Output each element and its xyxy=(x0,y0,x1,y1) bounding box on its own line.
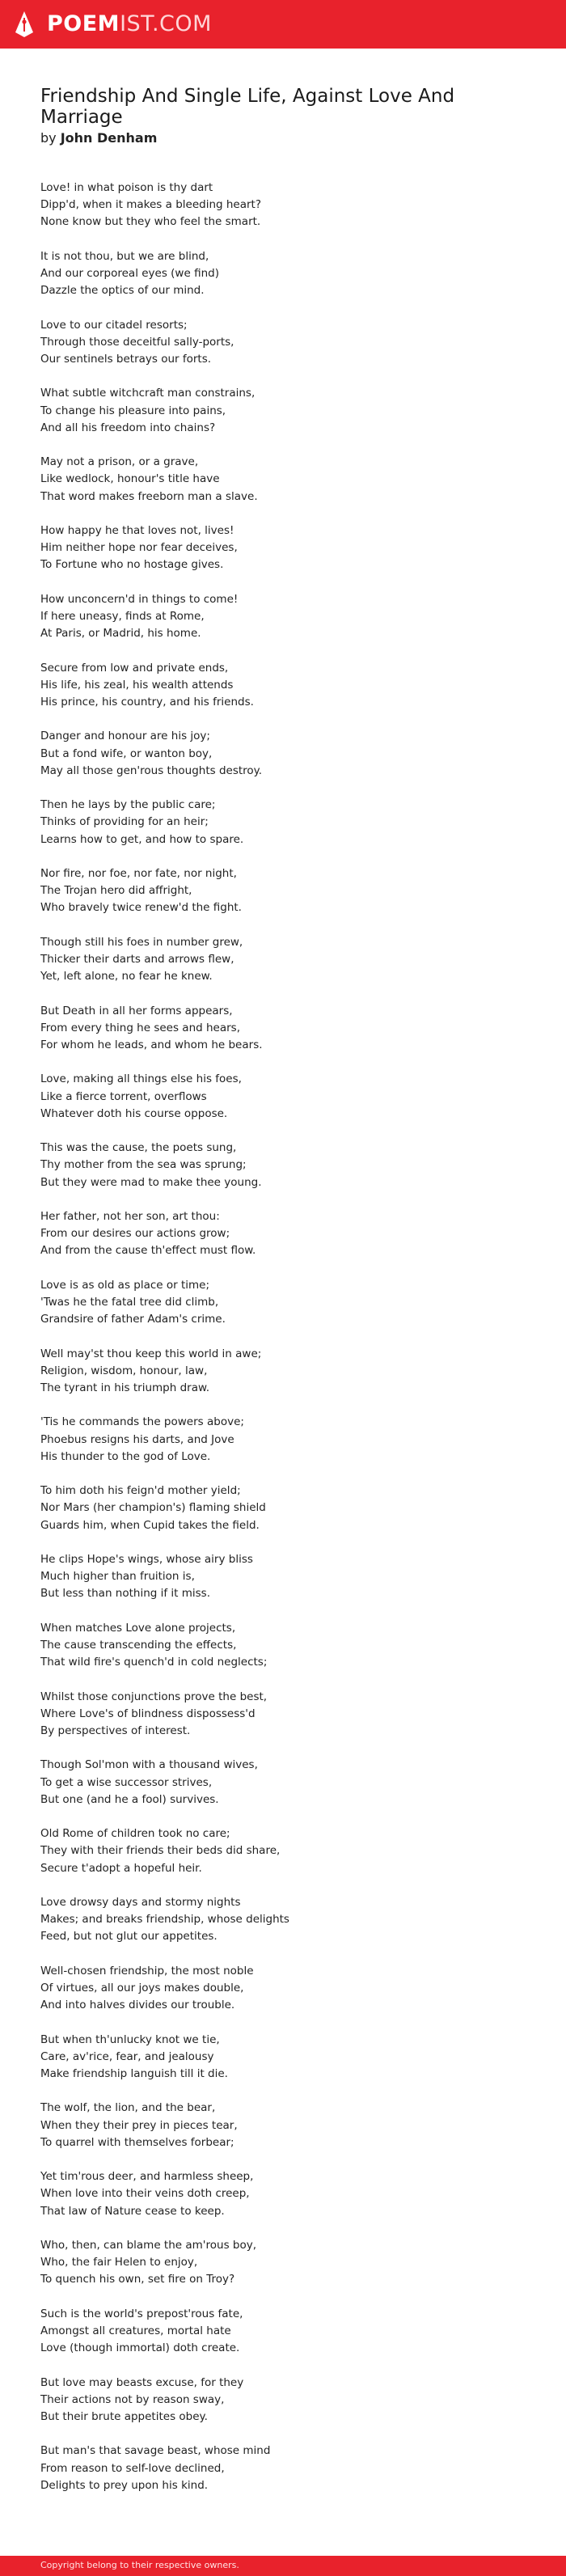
site-header xyxy=(0,0,566,49)
poem-line: Grandsire of father Adam's crime. xyxy=(40,1313,226,1326)
poem-line: But they were mad to make thee young. xyxy=(40,1175,262,1189)
poem-stanza xyxy=(40,2375,526,2426)
poem-line: Like wedlock, honour's title have xyxy=(40,472,220,486)
poem-line: That wild fire's quench'd in cold neglects; xyxy=(40,1656,268,1669)
poem-line: And into halves divides our trouble. xyxy=(40,1999,235,2012)
poem-line: For whom he leads, and whom he bears. xyxy=(40,1038,263,1051)
poem-stanza xyxy=(40,1894,526,1946)
poem-stanza xyxy=(40,180,526,231)
poem-line: Secure t'adopt a hopeful heir. xyxy=(40,1861,202,1875)
poem-line: But love may beasts excuse, for they xyxy=(40,2375,244,2389)
poem-line: His thunder to the god of Love. xyxy=(40,1449,211,1463)
poem-line: That law of Nature cease to keep. xyxy=(40,2204,225,2218)
poem-line: To him doth his feign'd mother yield; xyxy=(40,1484,241,1498)
poem-line: But less than nothing if it miss. xyxy=(40,1587,211,1601)
poem-line: From reason to self-love declined, xyxy=(40,2461,225,2475)
poem-stanza xyxy=(40,865,526,917)
poem-line: By perspectives of interest. xyxy=(40,1724,191,1737)
poem-stanza xyxy=(40,2443,526,2494)
poem-line: Nor fire, nor foe, nor fate, nor night, xyxy=(40,866,237,880)
poem-line: Whatever doth his course oppose. xyxy=(40,1106,228,1120)
poem-line: Danger and honour are his joy; xyxy=(40,730,210,743)
poem-line: From every thing he sees and hears, xyxy=(40,1021,241,1034)
site-logo-text xyxy=(47,11,212,38)
poem-line: Love to our citadel resorts; xyxy=(40,318,188,332)
poem-stanza xyxy=(40,385,526,437)
poem-line: How unconcern'd in things to come! xyxy=(40,592,239,606)
poem-line: Thy mother from the sea was sprung; xyxy=(40,1158,247,1172)
poem-stanza xyxy=(40,1346,526,1398)
poem-line: He clips Hope's wings, whose airy bliss xyxy=(40,1552,253,1566)
poem-title: Friendship And Single Life, Against Love And Marriage xyxy=(40,86,455,128)
poem-line: Delights to prey upon his kind. xyxy=(40,2478,209,2492)
poem-stanza xyxy=(40,1551,526,1603)
poem-line: Nor Mars (her champion's) flaming shield xyxy=(40,1501,266,1515)
copyright-text: Copyright belong to their respective owners. xyxy=(40,2560,239,2570)
poem-line: His life, his zeal, his wealth attends xyxy=(40,678,234,692)
poem-line: Our sentinels betrays our forts. xyxy=(40,353,212,366)
poem-stanza xyxy=(40,2306,526,2358)
poem-line: But man's that savage beast, whose mind xyxy=(40,2444,271,2458)
poem-line: Love! in what poison is thy dart xyxy=(40,181,213,194)
poem-stanza xyxy=(40,2168,526,2220)
poem-line: Well may'st thou keep this world in awe; xyxy=(40,1347,262,1360)
poem-stanza xyxy=(40,1483,526,1534)
poem-line: And our corporeal eyes (we find) xyxy=(40,267,219,280)
poem-line: If here uneasy, finds at Rome, xyxy=(40,609,205,623)
poem-line: Though still his foes in number grew, xyxy=(40,935,243,949)
poem-line: May not a prison, or a grave, xyxy=(40,455,199,469)
poem-line: Love drowsy days and stormy nights xyxy=(40,1895,241,1909)
poem-stanza xyxy=(40,1140,526,1191)
poem-line: Though Sol'mon with a thousand wives, xyxy=(40,1758,258,1772)
poem-line: Thinks of providing for an heir; xyxy=(40,815,209,829)
poem-stanza xyxy=(40,2100,526,2151)
poem-stanza xyxy=(40,2032,526,2083)
poem-line: His prince, his country, and his friends. xyxy=(40,695,254,709)
poem-stanza xyxy=(40,660,526,712)
poem-line: That word makes freeborn man a slave. xyxy=(40,489,258,503)
poem-line: But one (and he a fool) survives. xyxy=(40,1792,219,1806)
poem-line: But their brute appetites obey. xyxy=(40,2409,208,2423)
poem-line: Love, making all things else his foes, xyxy=(40,1072,242,1086)
poem-body xyxy=(40,180,526,2494)
poem-line: Whilst those conjunctions prove the best, xyxy=(40,1690,268,1703)
poem-line: Love is as old as place or time; xyxy=(40,1278,210,1292)
poem-line: Care, av'rice, fear, and jealousy xyxy=(40,2049,214,2063)
poem-line: 'Tis he commands the powers above; xyxy=(40,1415,244,1429)
poem-line: To Fortune who no hostage gives. xyxy=(40,558,224,572)
poem-stanza xyxy=(40,1620,526,1672)
poem-line: Religion, wisdom, honour, law, xyxy=(40,1364,208,1377)
poem-line: Old Rome of children took no care; xyxy=(40,1827,230,1841)
poem-stanza xyxy=(40,1963,526,2015)
poem-line: Feed, but not glut our appetites. xyxy=(40,1930,218,1944)
poem-line: To change his pleasure into pains, xyxy=(40,404,226,417)
poem-line: When matches Love alone projects, xyxy=(40,1621,236,1635)
poem-line: Their actions not by reason sway, xyxy=(40,2392,225,2406)
poem-stanza xyxy=(40,591,526,643)
poem-stanza xyxy=(40,454,526,505)
poem-line: When they their prey in pieces tear, xyxy=(40,2118,238,2132)
poem-stanza xyxy=(40,797,526,848)
poem-stanza xyxy=(40,1003,526,1055)
author-link[interactable]: John Denham xyxy=(60,130,158,146)
quill-pen-icon xyxy=(13,11,36,38)
poem-line: Well-chosen friendship, the most noble xyxy=(40,1964,254,1977)
poem-line: Like a fierce torrent, overflows xyxy=(40,1089,207,1103)
poem-stanza xyxy=(40,317,526,369)
poem-line: When love into their veins doth creep, xyxy=(40,2187,250,2201)
poem-line: How happy he that loves not, lives! xyxy=(40,523,234,537)
poem-stanza xyxy=(40,1689,526,1741)
poem-line: Thicker their darts and arrows flew, xyxy=(40,952,234,966)
poem-line: But when th'unlucky knot we tie, xyxy=(40,2032,220,2046)
poem-line: What subtle witchcraft man constrains, xyxy=(40,387,256,400)
poem-line: Dazzle the optics of our mind. xyxy=(40,284,205,298)
poem-line: But Death in all her forms appears, xyxy=(40,1004,233,1017)
poem-line: Such is the world's prepost'rous fate, xyxy=(40,2307,243,2320)
poem-line: The Trojan hero did affright, xyxy=(40,884,192,898)
poem-line: Him neither hope nor fear deceives, xyxy=(40,541,238,555)
logo-text-bold: POEM xyxy=(47,11,120,36)
poem-line: Her father, not her son, art thou: xyxy=(40,1209,220,1223)
poem-stanza xyxy=(40,1825,526,1877)
poem-stanza xyxy=(40,1414,526,1466)
poem-line: They with their friends their beds did share, xyxy=(40,1844,281,1858)
poem-line: Makes; and breaks friendship, whose delights xyxy=(40,1913,289,1927)
poem-line: Yet tim'rous deer, and harmless sheep, xyxy=(40,2170,254,2184)
poem-stanza xyxy=(40,1071,526,1123)
poem-line: The wolf, the lion, and the bear, xyxy=(40,2101,216,2115)
poem-line: Amongst all creatures, mortal hate xyxy=(40,2324,231,2337)
site-footer xyxy=(0,2556,566,2576)
poem-stanza xyxy=(40,1277,526,1329)
site-logo-link[interactable] xyxy=(13,11,212,38)
poem-byline xyxy=(40,129,526,147)
logo-text-light: IST.COM xyxy=(120,11,212,36)
poem-line: To quench his own, set fire on Troy? xyxy=(40,2273,235,2286)
poem-line: 'Twas he the fatal tree did climb, xyxy=(40,1295,219,1309)
poem-stanza xyxy=(40,1757,526,1808)
poem-line: It is not thou, but we are blind, xyxy=(40,249,209,263)
poem-line: To get a wise successor strives, xyxy=(40,1775,213,1789)
poem-line: But a fond wife, or wanton boy, xyxy=(40,747,213,760)
poem-line: Secure from low and private ends, xyxy=(40,661,229,675)
poem-line: Phoebus resigns his darts, and Jove xyxy=(40,1432,234,1446)
poem-line: The cause transcending the effects, xyxy=(40,1638,237,1652)
poem-line: Where Love's of blindness dispossess'd xyxy=(40,1707,256,1720)
poem-line: Through those deceitful sally-ports, xyxy=(40,335,234,349)
poem-stanza xyxy=(40,934,526,986)
poem-line: And from the cause th'effect must flow. xyxy=(40,1244,256,1258)
poem-line: Yet, left alone, no fear he knew. xyxy=(40,970,213,983)
poem-line: Who bravely twice renew'd the fight. xyxy=(40,901,242,915)
poem-line: Who, the fair Helen to enjoy, xyxy=(40,2256,198,2269)
poem-stanza xyxy=(40,728,526,780)
poem-stanza xyxy=(40,522,526,574)
poem-line: None know but they who feel the smart. xyxy=(40,215,261,229)
poem-content xyxy=(40,86,526,2511)
poem-stanza xyxy=(40,1208,526,1260)
poem-line: Who, then, can blame the am'rous boy, xyxy=(40,2238,257,2252)
poem-line: To quarrel with themselves forbear; xyxy=(40,2135,234,2149)
poem-line: From our desires our actions grow; xyxy=(40,1227,230,1241)
poem-line: Make friendship languish till it die. xyxy=(40,2066,228,2080)
poem-line: Love (though immortal) doth create. xyxy=(40,2341,240,2355)
poem-line: Of virtues, all our joys makes double, xyxy=(40,1981,244,1994)
poem-line: This was the cause, the poets sung, xyxy=(40,1141,237,1155)
poem-line: Then he lays by the public care; xyxy=(40,798,216,812)
byline-prefix: by xyxy=(40,130,57,146)
poem-line: May all those gen'rous thoughts destroy. xyxy=(40,763,263,777)
poem-stanza xyxy=(40,2237,526,2289)
poem-line: At Paris, or Madrid, his home. xyxy=(40,627,201,641)
poem-line: Dipp'd, when it makes a bleeding heart? xyxy=(40,198,261,212)
poem-line: Much higher than fruition is, xyxy=(40,1570,195,1584)
poem-line: Learns how to get, and how to spare. xyxy=(40,832,244,846)
poem-stanza xyxy=(40,248,526,300)
poem-line: The tyrant in his triumph draw. xyxy=(40,1381,210,1394)
poem-line: And all his freedom into chains? xyxy=(40,421,216,434)
poem-line: Guards him, when Cupid takes the field. xyxy=(40,1518,260,1532)
